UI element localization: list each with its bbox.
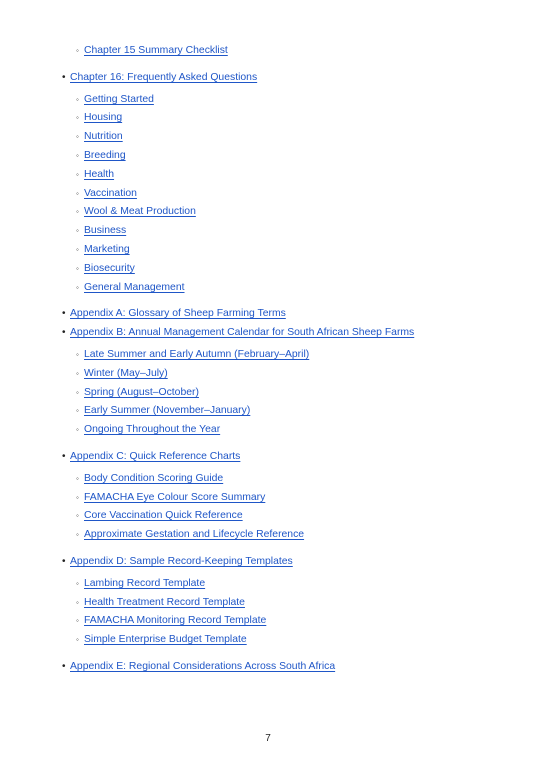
sub-bullet-icon: ◦ (76, 189, 79, 198)
sub-bullet-icon: ◦ (76, 350, 79, 359)
sub-bullet-icon: ◦ (76, 493, 79, 502)
toc-link[interactable]: Appendix D: Sample Record-Keeping Templates (70, 556, 293, 567)
toc-link[interactable]: Housing (84, 112, 123, 123)
sub-bullet-icon: ◦ (76, 388, 79, 397)
toc-item-lambing-record (76, 576, 205, 592)
bullet-icon: • (62, 308, 66, 319)
toc-link[interactable]: Appendix E: Regional Considerations Across South Africa (70, 661, 336, 672)
sub-bullet-icon: ◦ (76, 406, 79, 415)
toc-item-business (76, 223, 126, 239)
toc-item-biosecurity (76, 261, 135, 277)
toc-link[interactable]: Business (84, 225, 127, 236)
toc-link[interactable]: Appendix B: Annual Management Calendar for South African Sheep Farms (70, 327, 415, 338)
toc-item-chapter-16 (62, 70, 257, 86)
toc-item-health-treatment-record (76, 595, 245, 611)
toc-item-early-summer (76, 403, 250, 419)
toc-item-ongoing (76, 422, 220, 438)
sub-bullet-icon: ◦ (76, 95, 79, 104)
toc-link[interactable]: Spring (August–October) (84, 387, 199, 398)
sub-bullet-icon: ◦ (76, 113, 79, 122)
bullet-icon: • (62, 556, 66, 567)
sub-bullet-icon: ◦ (76, 170, 79, 179)
toc-item-health (76, 167, 114, 183)
toc-item-breeding (76, 148, 126, 164)
toc-link[interactable]: Getting Started (84, 94, 154, 105)
toc-item-enterprise-budget (76, 632, 247, 648)
sub-bullet-icon: ◦ (76, 635, 79, 644)
toc-link[interactable]: Lambing Record Template (84, 578, 206, 589)
toc-link[interactable]: Chapter 15 Summary Checklist (84, 45, 228, 56)
toc-item-spring (76, 385, 199, 401)
sub-bullet-icon: ◦ (76, 511, 79, 520)
toc-item-core-vaccination (76, 508, 243, 524)
sub-bullet-icon: ◦ (76, 579, 79, 588)
toc-link[interactable]: Core Vaccination Quick Reference (84, 510, 243, 521)
toc-item-vaccination (76, 186, 137, 202)
toc-link[interactable]: Biosecurity (84, 263, 135, 274)
bullet-icon: • (62, 661, 66, 672)
toc-link[interactable]: Health Treatment Record Template (84, 597, 245, 608)
sub-bullet-icon: ◦ (76, 226, 79, 235)
bullet-icon: • (62, 327, 66, 338)
toc-item-appendix-b (62, 325, 414, 341)
sub-bullet-icon: ◦ (76, 151, 79, 160)
sub-bullet-icon: ◦ (76, 598, 79, 607)
sub-bullet-icon: ◦ (76, 46, 79, 55)
page-number: 7 (265, 733, 271, 744)
toc-item-marketing (76, 242, 130, 258)
toc-item-appendix-a (62, 306, 286, 322)
toc-item-nutrition (76, 129, 123, 145)
bullet-icon: • (62, 72, 66, 83)
toc-item-appendix-e (62, 659, 335, 675)
sub-bullet-icon: ◦ (76, 264, 79, 273)
toc-link[interactable]: FAMACHA Eye Colour Score Summary (84, 492, 266, 503)
toc-item-body-condition (76, 471, 223, 487)
sub-bullet-icon: ◦ (76, 132, 79, 141)
toc-item-late-summer (76, 347, 309, 363)
toc-item-winter (76, 366, 168, 382)
toc-item-housing (76, 110, 122, 126)
sub-bullet-icon: ◦ (76, 245, 79, 254)
toc-link[interactable]: Marketing (84, 244, 130, 255)
toc-link[interactable]: Nutrition (84, 131, 123, 142)
toc-link[interactable]: Approximate Gestation and Lifecycle Reference (84, 529, 305, 540)
sub-bullet-icon: ◦ (76, 207, 79, 216)
toc-item-general-management (76, 280, 185, 296)
toc-link[interactable]: Appendix A: Glossary of Sheep Farming Terms (70, 308, 286, 319)
toc-item-getting-started (76, 92, 154, 108)
toc-item-chapter-15-summary-checklist (76, 43, 228, 59)
toc-link[interactable]: Ongoing Throughout the Year (84, 424, 221, 435)
toc-item-appendix-d (62, 554, 293, 570)
toc-item-gestation (76, 527, 304, 543)
sub-bullet-icon: ◦ (76, 474, 79, 483)
sub-bullet-icon: ◦ (76, 425, 79, 434)
toc-link[interactable]: FAMACHA Monitoring Record Template (84, 615, 267, 626)
toc-link[interactable]: Wool & Meat Production (84, 206, 196, 217)
toc-item-famacha-monitoring (76, 613, 266, 629)
sub-bullet-icon: ◦ (76, 369, 79, 378)
bullet-icon: • (62, 451, 66, 462)
toc-link[interactable]: Early Summer (November–January) (84, 405, 251, 416)
toc-item-appendix-c (62, 449, 240, 465)
toc-link[interactable]: General Management (84, 282, 185, 293)
toc-link[interactable]: Vaccination (84, 188, 137, 199)
toc-link[interactable]: Chapter 16: Frequently Asked Questions (70, 72, 258, 83)
toc-link[interactable]: Late Summer and Early Autumn (February–April) (84, 349, 310, 360)
toc-item-wool-meat-production (76, 204, 196, 220)
toc-item-famacha-eye (76, 490, 265, 506)
toc-link[interactable]: Winter (May–July) (84, 368, 168, 379)
sub-bullet-icon: ◦ (76, 283, 79, 292)
toc-link[interactable]: Breeding (84, 150, 126, 161)
sub-bullet-icon: ◦ (76, 530, 79, 539)
toc-link[interactable]: Health (84, 169, 115, 180)
toc-link[interactable]: Body Condition Scoring Guide (84, 473, 224, 484)
toc-link[interactable]: Simple Enterprise Budget Template (84, 634, 247, 645)
sub-bullet-icon: ◦ (76, 616, 79, 625)
toc-link[interactable]: Appendix C: Quick Reference Charts (70, 451, 241, 462)
